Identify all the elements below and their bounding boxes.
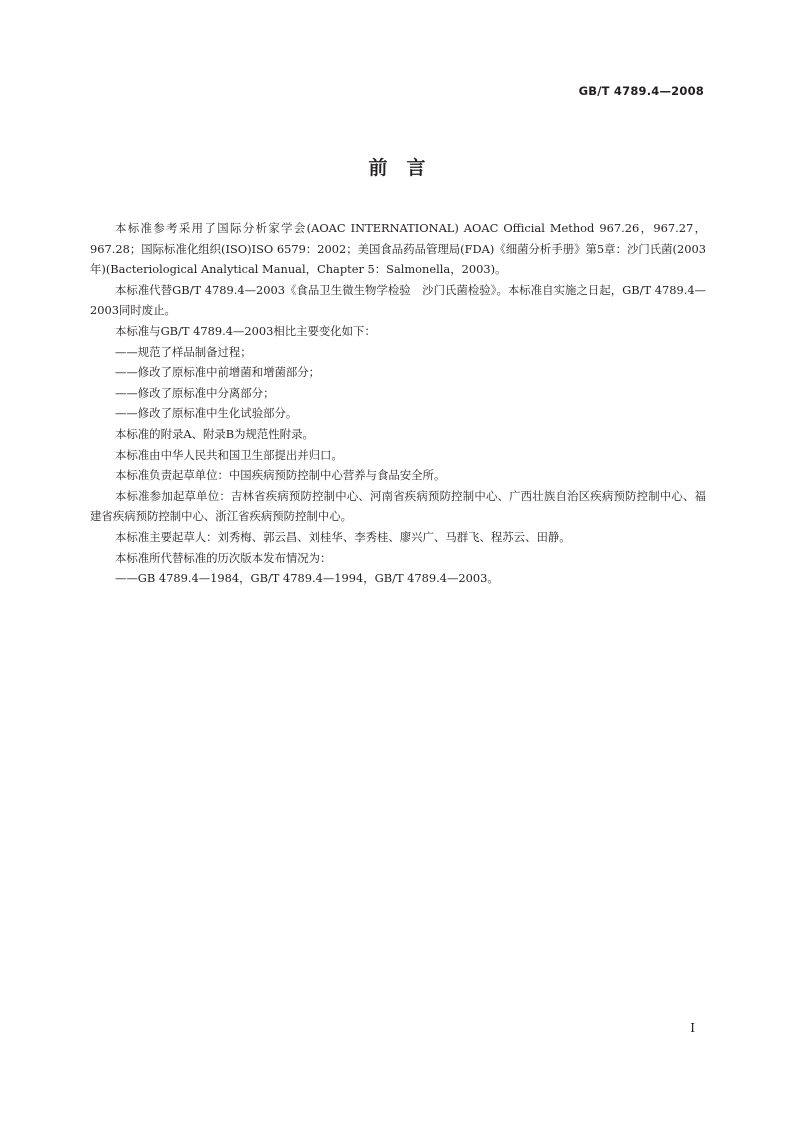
foreword-body [90, 218, 706, 589]
change-item: ——修改了原标准中前增菌和增菌部分； [115, 365, 321, 380]
change-item: ——规范了样品制备过程； [115, 344, 252, 359]
paragraph-replaces: 本标准代替GB/T 4789.4—2003《食品卫生微生物学检验 沙门氏菌检验》。本标准自实施之日起，GB/T 4789.4—2003同时废止。 [90, 282, 706, 318]
change-item: ——修改了原标准中分离部分； [115, 385, 275, 400]
paragraph-changes-intro: 本标准与GB/T 4789.4—2003相比主要变化如下： [115, 323, 376, 338]
paragraph-drafting-unit: 本标准负责起草单位：中国疾病预防控制中心营养与食品安全所。 [115, 468, 446, 483]
paragraph-proposer: 本标准由中华人民共和国卫生部提出并归口。 [115, 447, 343, 462]
page-number: I [690, 1021, 695, 1035]
paragraph-appendix: 本标准的附录A、附录B为规范性附录。 [115, 426, 314, 441]
paragraph-history-intro: 本标准所代替标准的历次版本发布情况为： [115, 550, 332, 565]
history-item: ——GB 4789.4—1984，GB/T 4789.4—1994，GB/T 4789.4—2003。 [115, 571, 499, 586]
change-item: ——修改了原标准中生化试验部分。 [115, 406, 298, 421]
page-title: 前 言 [368, 157, 426, 179]
paragraph-participating-units: 本标准参加起草单位：吉林省疾病预防控制中心、河南省疾病预防控制中心、广西壮族自治区疾病预防控制中心、福建省疾病预防控制中心、浙江省疾病预防控制中心。 [90, 488, 706, 524]
standard-code: GB/T 4789.4—2008 [578, 84, 704, 98]
paragraph-drafters: 本标准主要起草人：刘秀梅、郭云昌、刘桂华、李秀桂、廖兴广、马群飞、程苏云、田静。 [115, 529, 571, 544]
paragraph-references: 本标准参考采用了国际分析家学会(AOAC INTERNATIONAL) AOAC Official Method 967.26，967.27，967.28；国际标准化组织(ISO)ISO 6579：2002；美国食品药品管理局(FDA)《细菌分析手册》第5章：沙门氏菌(2003年)(Bacteriological Analytical Manual，Chapter 5：Salmonella，2003)。 [90, 221, 706, 277]
